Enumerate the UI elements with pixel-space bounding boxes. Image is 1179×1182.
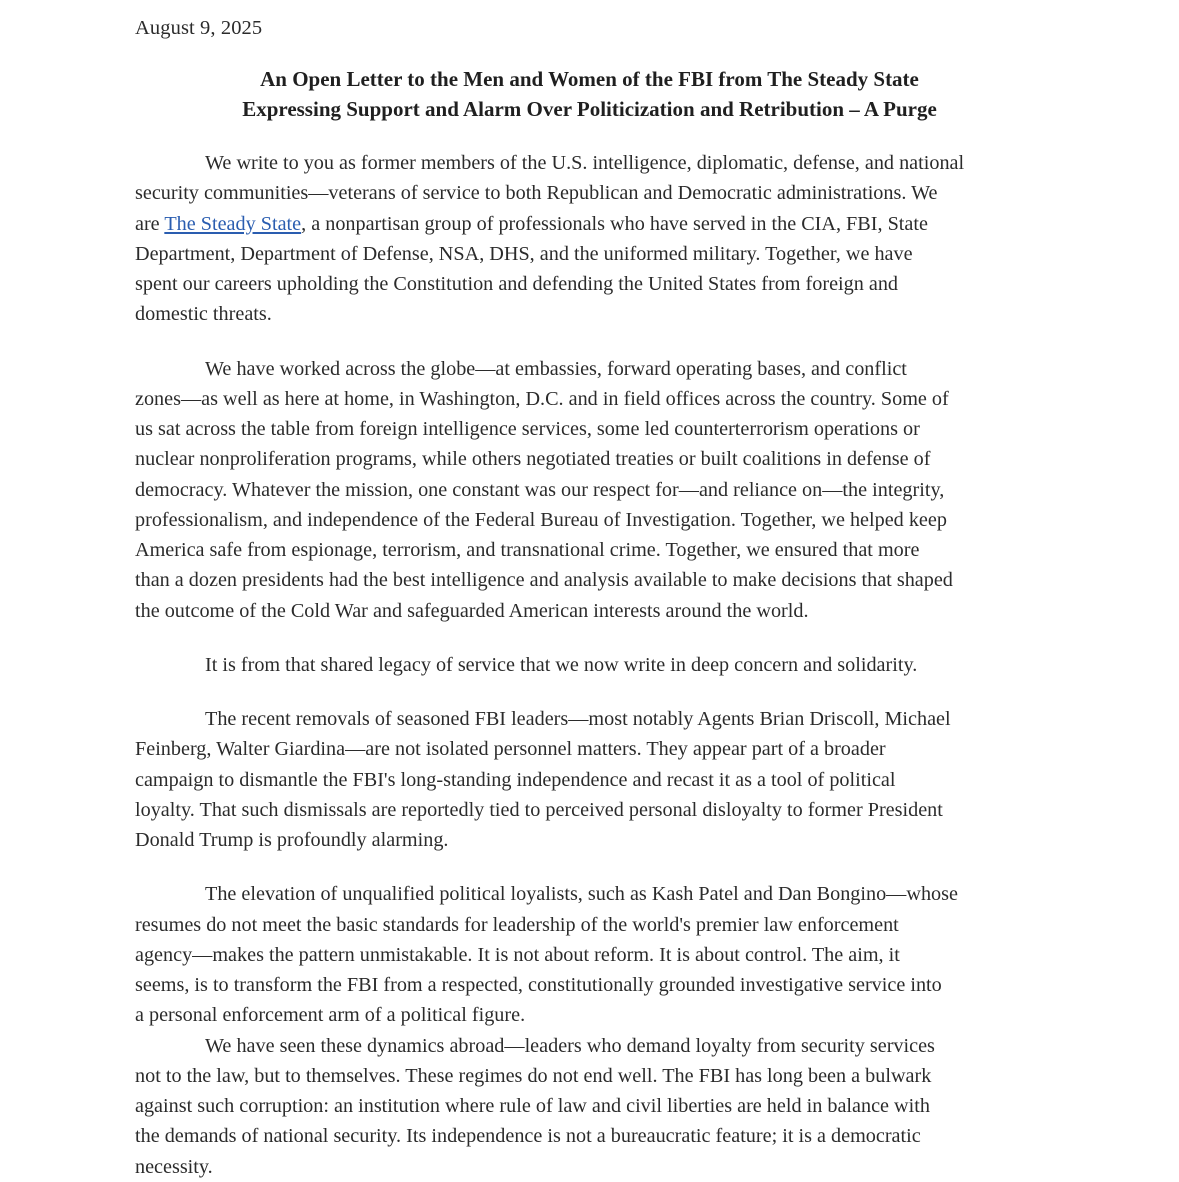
title-line-1: An Open Letter to the Men and Women of the FBI from The Steady State: [260, 67, 919, 91]
text-line-with-link: [135, 209, 1050, 239]
text-line: zones—as well as here at home, in Washington, D.C. and in field offices across the country. Some of: [135, 387, 949, 410]
text-line: us sat across the table from foreign intelligence services, some led counterterrorism operations or: [135, 418, 920, 440]
title-line-2: Expressing Support and Alarm Over Politicization and Retribution – A Purge: [242, 97, 937, 121]
text-line: resumes do not meet the basic standards for leadership of the world's premier law enforcement: [135, 913, 899, 936]
text-line: against such corruption: an institution where rule of law and civil liberties are held in balance with: [135, 1095, 930, 1117]
paragraph-2: [135, 354, 1050, 626]
paragraph-spacer: [135, 626, 1050, 650]
paragraph-spacer: [135, 855, 1050, 879]
paragraph-3: [135, 650, 1050, 680]
text-line: security communities—veterans of service to both Republican and Democratic administrations. We: [135, 182, 938, 205]
text-line: seems, is to transform the FBI from a respected, constitutionally grounded investigative service into: [135, 974, 942, 996]
letter-title: [0, 64, 1179, 124]
text-line: agency—makes the pattern unmistakable. It is not about reform. It is about control. The aim, it: [135, 943, 900, 966]
text-line: Department, Department of Defense, NSA, DHS, and the uniformed military. Together, we have: [135, 242, 913, 265]
letter-date: August 9, 2025: [135, 17, 263, 39]
letter-body: [135, 148, 1050, 1182]
text-line: the demands of national security. Its independence is not a bureaucratic feature; it is a democratic: [135, 1125, 921, 1148]
text-line: Donald Trump is profoundly alarming.: [135, 829, 449, 851]
text-line: campaign to dismantle the FBI's long-standing independence and recast it as a tool of political: [135, 768, 896, 791]
text-line: not to the law, but to themselves. These regimes do not end well. The FBI has long been a bulwark: [135, 1064, 932, 1087]
text-line: It is from that shared legacy of service that we now write in deep concern and solidarity.: [205, 653, 918, 676]
text-line: We have seen these dynamics abroad—leaders who demand loyalty from security services: [205, 1034, 935, 1057]
text-line: The elevation of unqualified political loyalists, such as Kash Patel and Dan Bongino—whose: [205, 883, 958, 906]
text-line: nuclear nonproliferation programs, while others negotiated treaties or built coalitions in defense of: [135, 448, 931, 471]
paragraph-6: [135, 1031, 1050, 1182]
text-line: spent our careers upholding the Constitution and defending the United States from foreign and: [135, 273, 899, 295]
text-line: professionalism, and independence of the Federal Bureau of Investigation. Together, we helped keep: [135, 508, 947, 531]
paragraph-spacer: [135, 680, 1050, 704]
text-fragment: are: [135, 212, 165, 235]
text-line: domestic threats.: [135, 303, 272, 326]
text-line: than a dozen presidents had the best intelligence and analysis available to make decisions that shaped: [135, 569, 953, 592]
paragraph-1: [135, 148, 1050, 330]
text-line: We have worked across the globe—at embassies, forward operating bases, and conflict: [205, 357, 907, 380]
text-fragment: , a nonpartisan group of professionals who have served in the CIA, FBI, State: [301, 212, 928, 235]
text-line: democracy. Whatever the mission, one constant was our respect for—and reliance on—the integrity,: [135, 478, 945, 501]
text-line: Feinberg, Walter Giardina—are not isolated personnel matters. They appear part of a broader: [135, 738, 886, 761]
steady-state-link[interactable]: The Steady State: [164, 212, 302, 235]
text-line: America safe from espionage, terrorism, and transnational crime. Together, we ensured that more: [135, 539, 920, 561]
text-line: the outcome of the Cold War and safeguarded American interests around the world.: [135, 599, 809, 622]
paragraph-spacer: [135, 330, 1050, 354]
text-line: a personal enforcement arm of a political figure.: [135, 1004, 526, 1027]
paragraph-5: [135, 879, 1050, 1030]
text-line: The recent removals of seasoned FBI leaders—most notably Agents Brian Driscoll, Michael: [205, 708, 951, 730]
text-line: We write to you as former members of the U.S. intelligence, diplomatic, defense, and national: [205, 152, 965, 174]
text-line: necessity.: [135, 1155, 213, 1178]
paragraph-4: [135, 704, 1050, 855]
text-line: loyalty. That such dismissals are reportedly tied to perceived personal disloyalty to former President: [135, 798, 943, 821]
